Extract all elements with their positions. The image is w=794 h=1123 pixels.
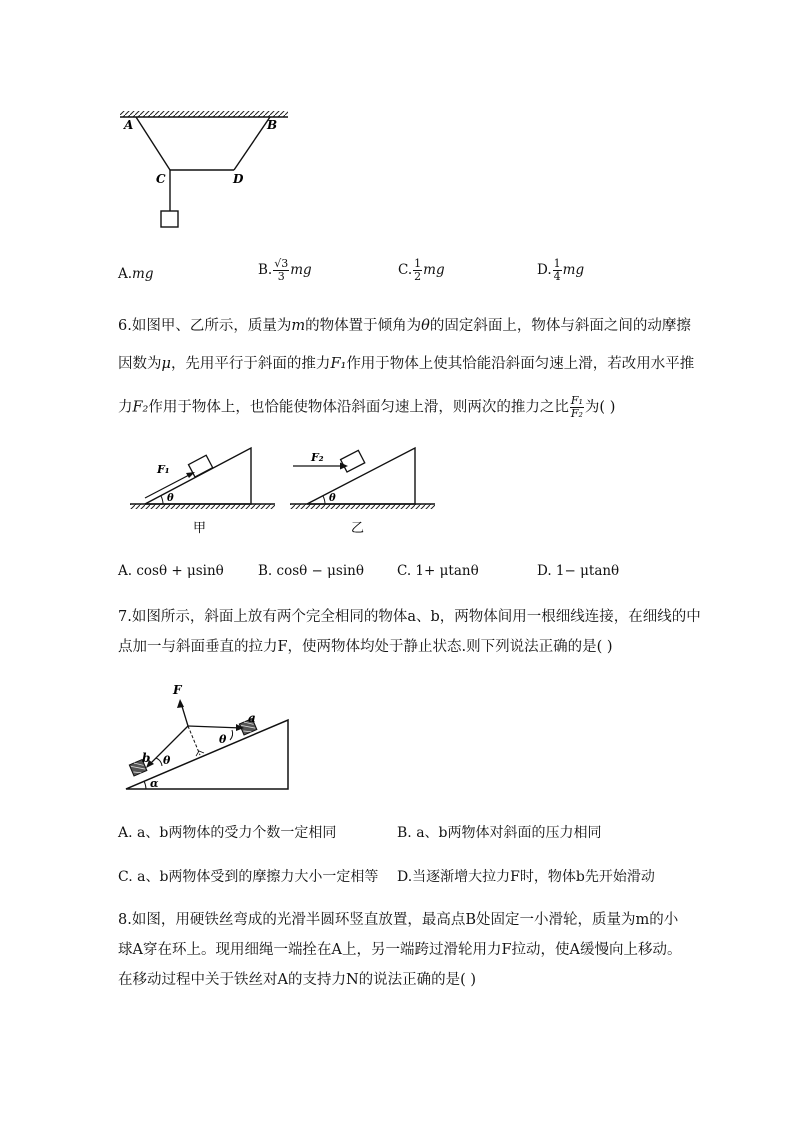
- q6-text: 力: [118, 399, 133, 416]
- q6-option-b[interactable]: B. cosθ − μsinθ: [258, 563, 364, 579]
- q6-var-mu: μ: [161, 356, 171, 372]
- q5-option-b-den: 3: [277, 270, 285, 283]
- q7-option-a[interactable]: A. a、b两物体的受力个数一定相同: [118, 825, 337, 841]
- q5-figure: [110, 105, 310, 235]
- q6-ratio-den: F₂: [570, 407, 583, 420]
- label-theta-left: θ: [167, 493, 174, 504]
- hanging-block: [161, 211, 178, 227]
- string-ac: [136, 117, 170, 170]
- q5-option-c-num: 1: [414, 257, 422, 270]
- q5-option-b-tail: mg: [290, 262, 312, 278]
- q6-text: 作用于物体上，也恰能使物体沿斜面匀速上滑，则两次的推力之比: [148, 399, 569, 416]
- q6-line-2: [118, 354, 694, 374]
- q7-option-b[interactable]: B. a、b两物体对斜面的压力相同: [397, 825, 602, 841]
- caption-yi: 乙: [351, 521, 365, 535]
- label-b-block: b: [142, 751, 151, 765]
- q8-line-3: 在移动过程中关于铁丝对A的支持力N的说法正确的是( ): [118, 972, 477, 988]
- q5-option-b-fraction: [273, 258, 289, 283]
- label-theta-a: θ: [219, 733, 227, 746]
- q5-option-d-tail: mg: [562, 262, 585, 278]
- q5-option-d-prefix: D.: [537, 262, 552, 278]
- q5-option-c[interactable]: [398, 258, 445, 283]
- q5-option-a-prefix: A.: [118, 266, 133, 282]
- label-f2: F₂: [311, 451, 324, 464]
- q5-option-d[interactable]: [537, 258, 584, 283]
- label-theta-b: θ: [163, 754, 171, 767]
- q5-option-d-fraction: [553, 258, 562, 283]
- label-a: A: [124, 118, 134, 132]
- q5-option-b-num: √3: [274, 257, 289, 270]
- q5-option-b[interactable]: [258, 258, 312, 283]
- q7-figure: [120, 678, 300, 796]
- label-b: B: [267, 118, 278, 132]
- label-alpha: α: [150, 777, 159, 790]
- q7-line-2: 点加一与斜面垂直的拉力F，使两物体均处于静止状态.则下列说法正确的是( ): [118, 639, 613, 655]
- q8-line-1: 8.如图，用硬铁丝弯成的光滑半圆环竖直放置，最高点B处固定一小滑轮，质量为m的小: [118, 912, 679, 928]
- q6-var-f2: F₂: [132, 399, 149, 416]
- label-theta-right: θ: [329, 493, 336, 504]
- q6-text: 的固定斜面上，物体与斜面之间的动摩擦: [429, 318, 691, 334]
- q5-option-c-prefix: C.: [398, 262, 413, 278]
- q6-text: 为( ): [584, 399, 616, 416]
- q6-text: ，先用平行于斜面的推力: [170, 356, 331, 372]
- q6-text: 的物体置于倾角为: [305, 318, 422, 334]
- label-c: C: [156, 172, 166, 186]
- block-right: [341, 450, 365, 472]
- q6-option-c[interactable]: C. 1+ μtanθ: [397, 563, 479, 579]
- q6-var-theta: θ: [421, 318, 430, 334]
- q8-line-2: 球A穿在环上。现用细绳一端拴在A上，另一端跨过滑轮用力F拉动，使A缓慢向上移动。: [118, 942, 682, 958]
- q6-text: 6.如图甲、乙所示，质量为: [118, 318, 292, 334]
- q5-option-d-den: 4: [553, 270, 561, 283]
- q7-line-1: 7.如图所示，斜面上放有两个完全相同的物体a、b，两物体间用一根细线连接，在细线的中: [118, 609, 701, 625]
- q7-option-c[interactable]: C. a、b两物体受到的摩擦力大小一定相等: [118, 869, 379, 885]
- q6-figure-left: [125, 440, 280, 535]
- q5-option-d-num: 1: [553, 257, 561, 270]
- q5-option-a-expr: mg: [132, 266, 154, 282]
- q6-line-1: [118, 316, 691, 336]
- q5-option-c-fraction: [413, 258, 422, 283]
- label-a-block: a: [248, 711, 256, 725]
- q5-option-c-tail: mg: [423, 262, 445, 278]
- q6-var-f1: F₁: [330, 356, 347, 372]
- q6-text: 作用于物体上使其恰能沿斜面匀速上滑，若改用水平推: [346, 356, 695, 372]
- q6-line-3: [118, 395, 615, 420]
- q6-ratio-num: F₁: [570, 394, 583, 407]
- q5-option-a[interactable]: [118, 266, 154, 282]
- q6-var-m: m: [291, 318, 306, 334]
- q7-option-d[interactable]: D.当逐渐增大拉力F时，物体b先开始滑动: [397, 869, 655, 885]
- label-d: D: [233, 172, 244, 186]
- q6-option-d[interactable]: D. 1− μtanθ: [537, 563, 620, 579]
- label-f: F: [173, 683, 182, 697]
- string-db: [234, 117, 270, 170]
- q6-figure-right: [285, 440, 440, 535]
- q5-option-b-prefix: B.: [258, 262, 273, 278]
- label-f1: F₁: [157, 463, 170, 476]
- perpendicular-dashed: [188, 726, 200, 755]
- q5-option-c-den: 2: [414, 270, 422, 283]
- string-to-a: [188, 726, 242, 728]
- q6-option-a[interactable]: A. cosθ + μsinθ: [118, 563, 224, 579]
- ceiling: [120, 111, 288, 117]
- caption-jia: 甲: [193, 521, 207, 535]
- q6-text: 因数为: [118, 356, 162, 372]
- q6-ratio-fraction: [570, 395, 584, 420]
